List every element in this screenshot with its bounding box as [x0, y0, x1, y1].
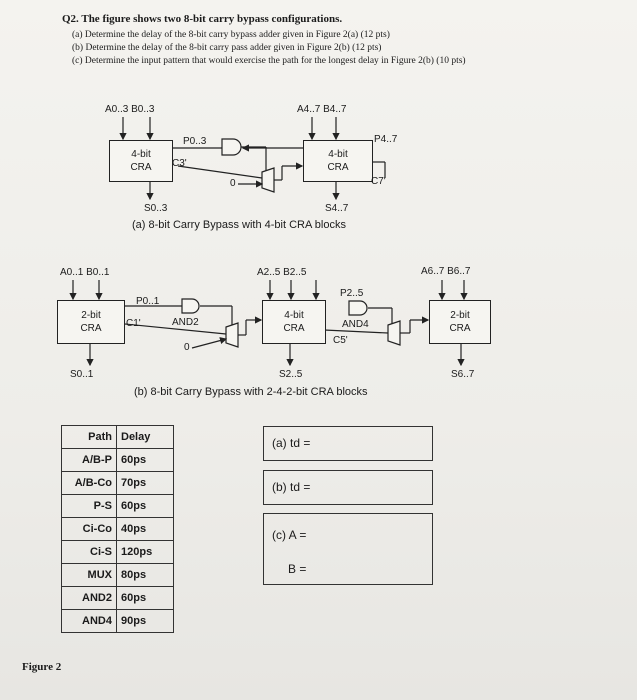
- fig-a-sum-right: S4..7: [325, 203, 349, 214]
- fig-b-caption: (b) 8-bit Carry Bypass with 2-4-2-bit CRA blocks: [134, 386, 368, 398]
- fig-b-zero-input: 0: [184, 342, 190, 353]
- fig-a-sum-left: S0..3: [144, 203, 168, 214]
- delay-cell: 40ps: [117, 518, 174, 541]
- question-part-c: (c) Determine the input pattern that would exercise the path for the longest delay in Figure 2(b) (10 pts): [72, 56, 466, 66]
- fig-b-p-2: P2..5: [340, 288, 364, 299]
- fig-a-p-right: P4..7: [374, 134, 398, 145]
- delay-cell: 80ps: [117, 564, 174, 587]
- fig-b-and2-label: AND2: [172, 317, 199, 328]
- delay-cell: 60ps: [117, 495, 174, 518]
- delay-table: [61, 425, 174, 633]
- delay-cell: 60ps: [117, 449, 174, 472]
- fig-b-carry-5: C5': [333, 335, 348, 346]
- fig-b-cra-2: 4-bit CRA: [262, 300, 326, 344]
- fig-a-input-right: A4..7 B4..7: [297, 104, 347, 115]
- answer-b-label: (b) td =: [272, 480, 311, 494]
- fig-a-cra-left: 4-bit CRA: [109, 140, 173, 182]
- path-cell: A/B-P: [62, 449, 117, 472]
- path-cell: Ci-S: [62, 541, 117, 564]
- path-cell: Ci-Co: [62, 518, 117, 541]
- fig-a-caption: (a) 8-bit Carry Bypass with 4-bit CRA blocks: [132, 219, 346, 231]
- fig-b-cra-1: 2-bit CRA: [57, 300, 125, 344]
- answer-c-b-label: B =: [288, 562, 307, 576]
- answer-c-a-label: (c) A =: [272, 528, 307, 542]
- fig-a-cra-right: 4-bit CRA: [303, 140, 373, 182]
- table-header-row: [62, 426, 174, 449]
- fig-b-sum-2: S2..5: [279, 369, 303, 380]
- answer-a-label: (a) td =: [272, 436, 311, 450]
- fig-b-carry-1: C1': [126, 318, 141, 329]
- answer-box-a[interactable]: [263, 426, 433, 461]
- delay-cell: 70ps: [117, 472, 174, 495]
- answer-box-c[interactable]: [263, 513, 433, 585]
- question-part-b: (b) Determine the delay of the 8-bit carry pass adder given in Figure 2(b) (12 pts): [72, 43, 382, 53]
- figure-label: Figure 2: [22, 661, 62, 673]
- fig-b-p-1: P0..1: [136, 296, 160, 307]
- fig-b-cra-3: 2-bit CRA: [429, 300, 491, 344]
- path-cell: MUX: [62, 564, 117, 587]
- path-cell: P-S: [62, 495, 117, 518]
- fig-a-carry-out: C7': [371, 176, 386, 187]
- delay-cell: 60ps: [117, 587, 174, 610]
- fig-b-input-1: A0..1 B0..1: [60, 267, 110, 278]
- table-row: [62, 472, 174, 495]
- fig-a-p-left: P0..3: [183, 136, 207, 147]
- table-row: [62, 518, 174, 541]
- table-row: [62, 541, 174, 564]
- fig-a-zero-input: 0: [230, 178, 236, 189]
- fig-b-and4-label: AND4: [342, 319, 369, 330]
- header-delay: Delay: [117, 426, 174, 449]
- path-cell: AND4: [62, 610, 117, 633]
- fig-a-carry-mid: C3': [172, 158, 187, 169]
- fig-b-sum-3: S6..7: [451, 369, 475, 380]
- question-title: Q2. The figure shows two 8-bit carry bypass configurations.: [62, 13, 343, 25]
- fig-b-input-2: A2..5 B2..5: [257, 267, 307, 278]
- header-path: Path: [62, 426, 117, 449]
- fig-b-sum-1: S0..1: [70, 369, 94, 380]
- table-row: [62, 495, 174, 518]
- question-part-a: (a) Determine the delay of the 8-bit carry bypass adder given in Figure 2(a) (12 pts): [72, 30, 390, 40]
- path-cell: A/B-Co: [62, 472, 117, 495]
- table-row: [62, 587, 174, 610]
- fig-b-input-3: A6..7 B6..7: [421, 266, 471, 277]
- delay-cell: 90ps: [117, 610, 174, 633]
- table-row: [62, 610, 174, 633]
- delay-cell: 120ps: [117, 541, 174, 564]
- path-cell: AND2: [62, 587, 117, 610]
- table-row: [62, 564, 174, 587]
- table-row: [62, 449, 174, 472]
- answer-box-b[interactable]: [263, 470, 433, 505]
- fig-a-input-left: A0..3 B0..3: [105, 104, 155, 115]
